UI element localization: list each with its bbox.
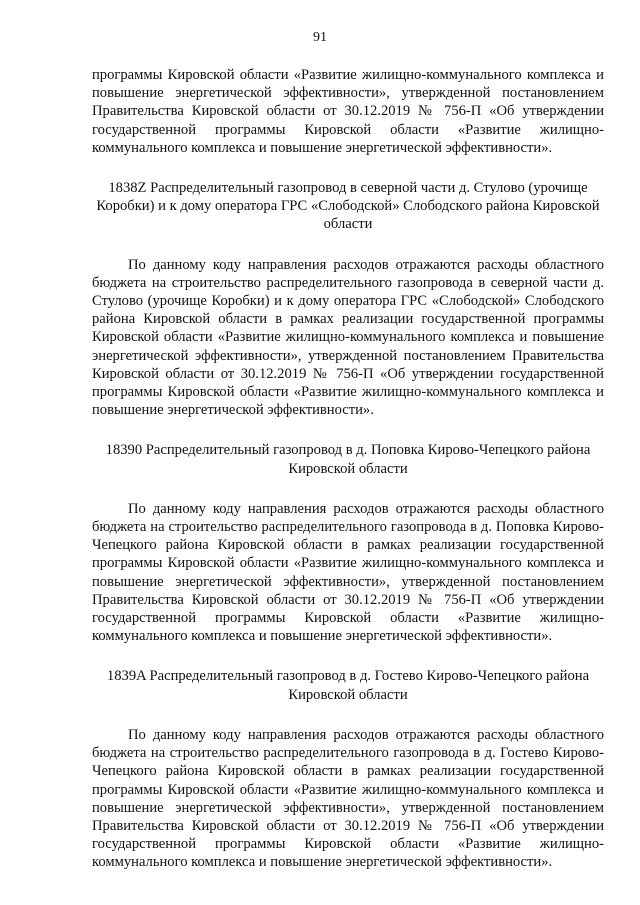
section-heading-1838z: 1838Z Распределительный газопровод в северной части д. Стулово (урочище Коробки) и к дому оператора ГРС «Слободской» Слободского района Кировской области [96,180,600,233]
page-number: 91 [313,30,327,45]
section-heading-1839a: 1839A Распределительный газопровод в д. Гостево Кирово-Чепецкого района Кировской области [106,668,590,703]
section-body-1839a: По данному коду направления расходов отражаются расходы областного бюджета на строительство распределительного газопровода в д. Гостево Кирово-Чепецкого района Кировской области в рамках реализации государственной программы Кировской области «Развитие жилищно-коммунального комплекса и повышение энергетической эффективности», утвержденной постановлением Правительства Кировской области от 30.12.2019 № 756-П «Об утверждении государственной программы Кировской области «Развитие жилищно-коммунального комплекса и повышение энергетической эффективности». [92,726,604,871]
section-heading-18390: 18390 Распределительный газопровод в д. Поповка Кирово-Чепецкого района Кировской области [105,442,591,477]
intro-paragraph: программы Кировской области «Развитие жилищно-коммунального комплекса и повышение энергетической эффективности», утвержденной постановлением Правительства Кировской области от 30.12.2019 № 756-П «Об утверждении государственной программы Кировской области «Развитие жилищно-коммунального комплекса и повышение энергетической эффективности». [92,67,604,156]
section-body-18390: По данному коду направления расходов отражаются расходы областного бюджета на строительство распределительного газопровода в д. Поповка Кирово-Чепецкого района Кировской области в рамках реализации государственной программы Кировской области «Развитие жилищно-коммунального комплекса и повышение энергетической эффективности», утвержденной постановлением Правительства Кировской области от 30.12.2019 № 756-П «Об утверждении государственной программы Кировской области «Развитие жилищно-коммунального комплекса и повышение энергетической эффективности». [92,500,604,645]
page-content [92,66,604,872]
section-body-1838z: По данному коду направления расходов отражаются расходы областного бюджета на строительство распределительного газопровода в северной части д. Стулово (урочище Коробки) и к дому оператора ГРС «Слободской» Слободского района Кировской области в рамках реализации государственной программы Кировской области «Развитие жилищно-коммунального комплекса и повышение энергетической эффективности», утвержденной постановлением Правительства Кировской области от 30.12.2019 № 756-П «Об утверждении государственной программы Кировской области «Развитие жилищно-коммунального комплекса и повышение энергетической эффективности». [92,256,604,419]
